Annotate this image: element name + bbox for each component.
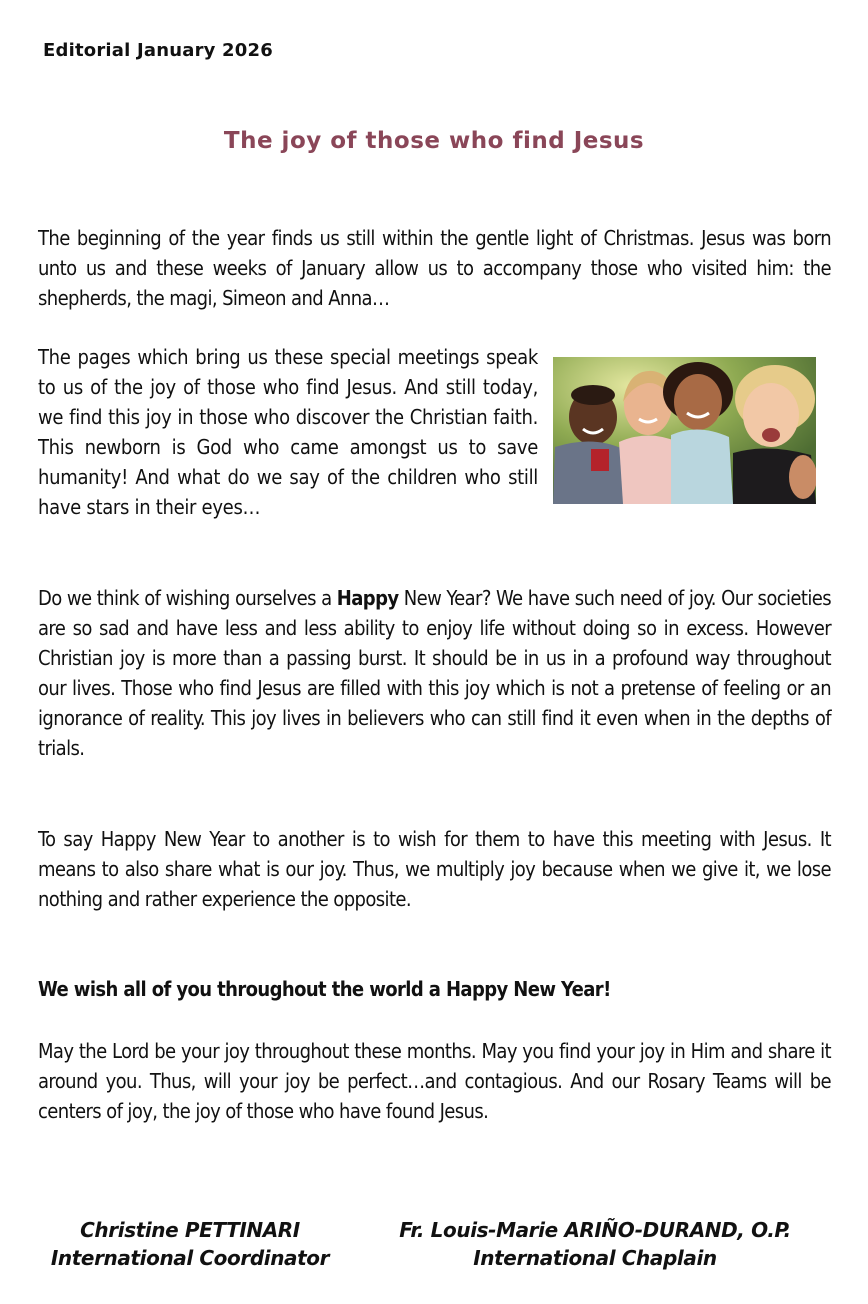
signature-chaplain-name: Fr. Louis-Marie ARIÑO-DURAND, O.P. (399, 1218, 791, 1242)
paragraph-intro: The beginning of the year finds us still within the gentle light of Christmas. Jesus was born unto us and these weeks of January allow us to accompany those who visited him: the shepherds, the magi, Simeon and Anna… (38, 226, 831, 310)
happy-emphasis: Happy (336, 586, 399, 610)
child-3-head (674, 374, 722, 430)
paragraph-happy-new-year-end: New Year? We have such need of joy. Our societies are so sad and have less and less ability to enjoy life without doing so in excess. However Christian joy is more than a passing burst. It should be in us in a profound way throughout our lives. Those who find Jesus are filled with this joy which is not a pretense of feeling or an ignorance of reality. This joy lives in believers who can still find it even when in the depths of trials. (38, 586, 831, 760)
child-1-pocket (591, 449, 609, 471)
signature-chaplain (360, 1216, 830, 1272)
editorial-label: Editorial January 2026 (43, 40, 273, 61)
paragraph-closing: May the Lord be your joy throughout these months. May you find your joy in Him and share it around you. Thus, will your joy be perfect…and contagious. And our Rosary Teams will be centers of joy, the joy of those who have found Jesus. (38, 1039, 831, 1123)
child-1-hair (571, 385, 615, 405)
paragraph-happy-new-year (38, 583, 831, 763)
child-4-arm (789, 455, 816, 499)
children-photo-illustration (553, 357, 816, 504)
signature-coordinator-role: International Coordinator (50, 1246, 330, 1270)
signature-chaplain-role: International Chaplain (473, 1246, 717, 1270)
child-1-body (553, 441, 625, 504)
paragraph-happy-new-year-start: Do we think of wishing ourselves a (38, 586, 337, 610)
child-2-body (619, 436, 678, 505)
children-photo (553, 357, 816, 504)
page-title: The joy of those who find Jesus (223, 128, 645, 154)
greeting-wish: We wish all of you throughout the world a Happy New Year! (38, 977, 611, 1001)
child-3-body (671, 429, 733, 504)
paragraph-meetings: The pages which bring us these special meetings speak to us of the joy of those who find Jesus. And still today, we find this joy in those who discover the Christian faith. This newborn is God who came amongst us to save humanity! And what do we say of the children who still have stars in their eyes… (38, 345, 538, 519)
paragraph-meeting-jesus: To say Happy New Year to another is to wish for them to have this meeting with Jesus. It means to also share what is our joy. Thus, we multiply joy because when we give it, we lose nothing and rather experience the opposite. (38, 827, 831, 911)
child-4-mouth (762, 428, 780, 442)
signature-coordinator (40, 1216, 340, 1272)
signature-coordinator-name: Christine PETTINARI (80, 1218, 300, 1242)
